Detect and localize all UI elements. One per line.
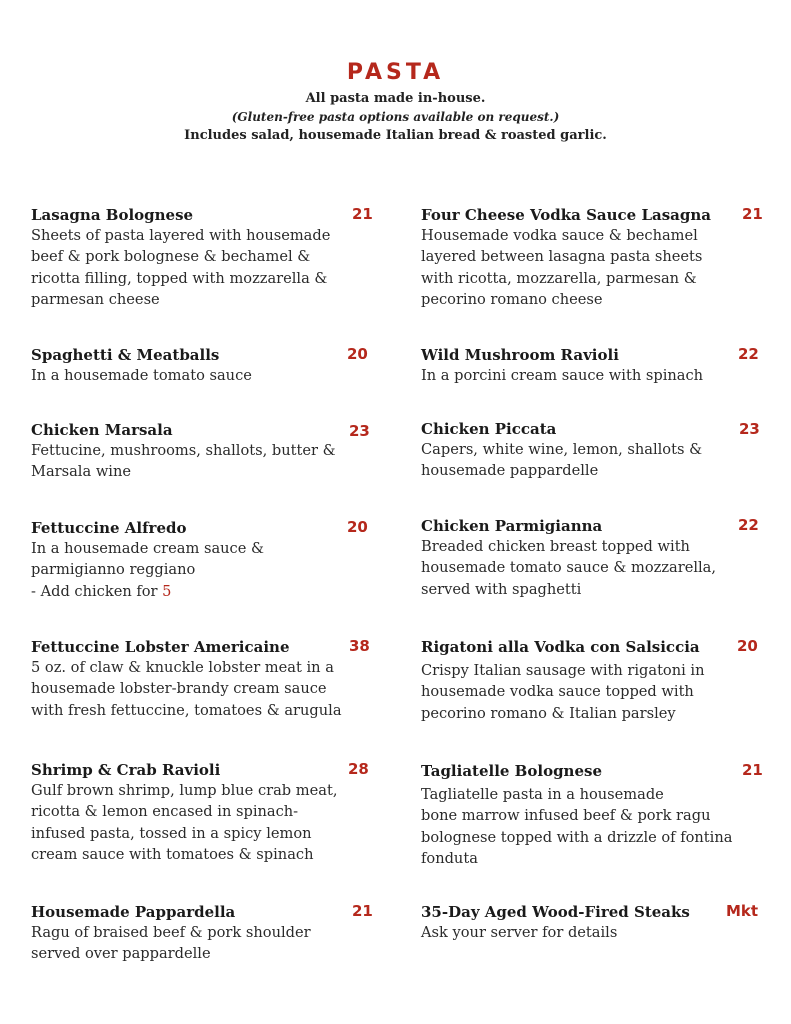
item-desc-line: Ask your server for details [421,924,618,941]
addon-line [31,581,371,602]
menu-item [421,761,761,870]
menu-item [421,902,761,943]
item-name: Fettuccine Alfredo [31,519,187,537]
section-title: PASTA [346,60,445,85]
addon-price: 5 [162,582,172,600]
item-name: 35-Day Aged Wood-Fired Steaks [421,903,690,921]
item-price: 23 [349,422,370,440]
item-name: Wild Mushroom Ravioli [421,346,619,364]
item-name: Chicken Parmigianna [421,517,603,535]
item-price: 20 [347,518,368,536]
menu-item [31,518,371,602]
item-price: Mkt [726,902,759,920]
menu-item [31,205,371,311]
item-desc-line: beef & pork bolognese & bechamel & [31,248,311,266]
menu-item [31,345,371,386]
item-name: Four Cheese Vodka Sauce Lasagna [421,206,711,224]
item-desc-line: housemade lobster-brandy cream sauce [31,680,327,698]
item-desc-line: with fresh fettuccine, tomatoes & arugula [31,701,342,719]
item-desc-line: fonduta [421,850,478,868]
item-name: Chicken Marsala [31,421,173,439]
item-desc-line: Gulf brown shrimp, lump blue crab meat, [31,782,338,799]
item-desc-line: Ragu of braised beef & pork shoulder [31,924,311,941]
item-desc-line: Fettucine, mushrooms, shallots, butter & [31,442,336,459]
item-desc-line: parmigianno reggiano [31,561,196,579]
item-name: Shrimp & Crab Ravioli [31,761,221,779]
item-desc-line: Marsala wine [31,463,132,481]
item-desc-line: ricotta filling, topped with mozzarella & [31,269,328,287]
item-desc-line: pecorino romano & Italian parsley [421,704,676,722]
item-price: 38 [349,637,370,655]
item-desc-line: bolognese topped with a drizzle of fontina [421,828,733,846]
menu-item [31,760,371,866]
item-desc-line: pecorino romano cheese [421,291,603,309]
item-price: 21 [352,902,373,920]
menu-item [31,420,371,483]
item-desc-line: housemade tomato sauce & mozzarella, [421,559,717,577]
item-name: Spaghetti & Meatballs [31,346,220,364]
item-desc-line: with ricotta, mozzarella, parmesan & [421,269,697,287]
item-price: 21 [742,205,763,223]
item-desc-line: Crispy Italian sausage with rigatoni in [421,662,705,679]
item-price: 28 [348,760,369,778]
item-name: Fettuccine Lobster Americaine [31,638,290,656]
item-price: 20 [737,637,758,655]
item-price: 22 [738,345,759,363]
item-desc-line: cream sauce with tomatoes & spinach [31,846,314,864]
item-desc-line: In a housemade cream sauce & [31,540,265,557]
item-name: Chicken Piccata [421,420,557,438]
item-desc-line: bone marrow infused beef & pork ragu [421,807,711,825]
menu-item [31,637,371,721]
includes-note: Includes salad, housemade Italian bread & roasted garlic. [184,128,607,143]
gluten-free-note: (Gluten-free pasta options available on request.) [231,110,560,124]
menu-item [421,205,761,311]
item-desc-line: 5 oz. of claw & knuckle lobster meat in a [31,659,334,676]
menu-item [421,637,761,724]
item-name: Tagliatelle Bolognese [421,762,602,780]
item-price: 20 [347,345,368,363]
item-desc-line: infused pasta, tossed in a spicy lemon [31,824,312,842]
item-desc-line: housemade vodka sauce topped with [421,683,694,701]
item-price: 23 [739,420,760,438]
item-desc-line: parmesan cheese [31,291,160,309]
menu-item [31,902,371,965]
item-price: 22 [738,516,759,534]
pasta-note: All pasta made in-house. [305,91,486,106]
item-desc-line: Breaded chicken breast topped with [421,538,690,555]
menu-item [421,419,761,482]
item-name: Housemade Pappardella [31,903,236,921]
item-desc-line: Housemade vodka sauce & bechamel [421,227,698,244]
addon-text: - Add chicken for [31,582,163,600]
item-desc-line: In a housemade tomato sauce [31,367,252,384]
item-price: 21 [352,205,373,223]
item-name: Rigatoni alla Vodka con Salsiccia [421,638,700,656]
item-desc-line: Capers, white wine, lemon, shallots & [421,441,703,458]
item-name: Lasagna Bolognese [31,206,194,224]
item-desc-line: ricotta & lemon encased in spinach- [31,803,299,821]
item-desc-line: housemade pappardelle [421,462,599,480]
item-desc-line: In a porcini cream sauce with spinach [421,367,704,384]
item-desc-line: layered between lasagna pasta sheets [421,248,703,266]
item-desc-line: served with spaghetti [421,580,582,598]
item-desc-line: served over pappardelle [31,945,211,963]
item-price: 21 [742,761,763,779]
item-desc-line: Tagliatelle pasta in a housemade [421,786,664,803]
menu-item [421,345,761,386]
menu-item [421,516,761,600]
menu-header [0,60,791,143]
item-desc-line: Sheets of pasta layered with housemade [31,227,331,244]
